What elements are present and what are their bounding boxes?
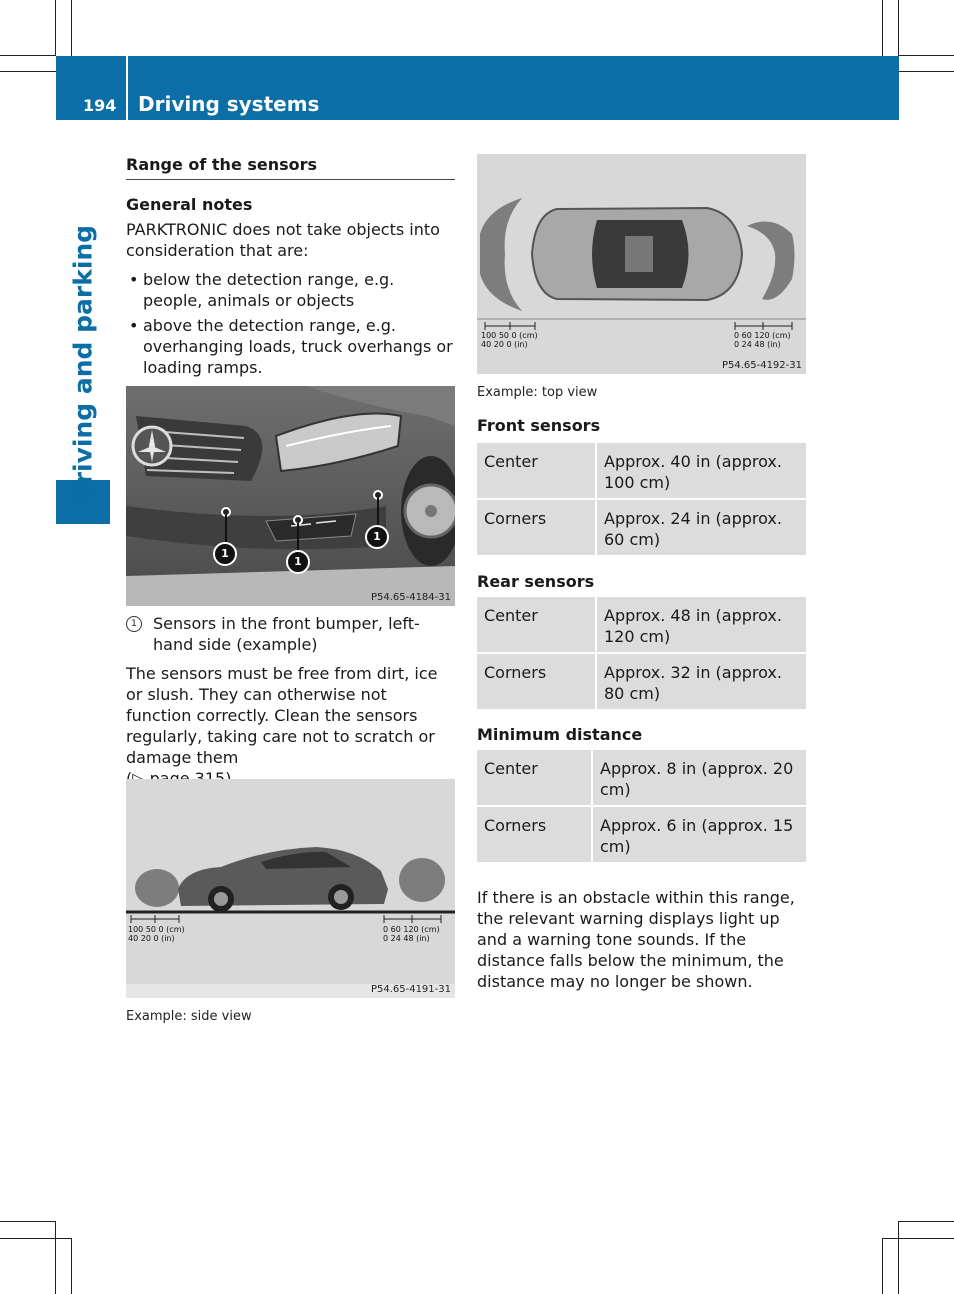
right-column: [477, 415, 806, 992]
scale-label-cm: 0 60 120 (cm): [734, 331, 791, 340]
crop-mark: [898, 71, 954, 72]
legend-text: Sensors in the front bumper, left-hand side (example): [153, 614, 420, 654]
figure-legend: [126, 613, 455, 655]
row-label: Corners: [477, 806, 592, 863]
crop-mark: [0, 1238, 71, 1239]
crop-mark: [898, 0, 899, 56]
crop-mark: [0, 1221, 56, 1222]
table-row: [477, 499, 806, 556]
legend-marker: 1: [126, 616, 142, 632]
scale-label-in: 40 20 0 (in): [481, 340, 528, 349]
chapter-side-label: Driving and parking: [68, 224, 98, 506]
rear-sensors-heading: Rear sensors: [477, 572, 595, 591]
table-row: [477, 653, 806, 710]
scale-label-cm: 100 50 0 (cm): [128, 925, 185, 934]
front-sensors-table: [477, 443, 806, 557]
crop-mark: [882, 0, 883, 56]
table-row: [477, 750, 806, 806]
row-value: Approx. 40 in (approx. 100 cm): [596, 443, 806, 499]
body-text: The sensors must be free from dirt, ice or slush. They can otherwise not function correctly. Clean the sensors regularly, taking care not to scratch or damage them: [126, 664, 438, 767]
top-view-figure: [477, 154, 806, 374]
scale-label-in: 0 24 48 (in): [383, 934, 430, 943]
front-bumper-figure: [126, 386, 455, 606]
section-heading: Range of the sensors: [126, 154, 455, 180]
crop-mark: [71, 0, 72, 56]
leader-line: [297, 523, 299, 551]
bullet-list: [126, 269, 455, 378]
section-title: Driving systems: [138, 92, 320, 116]
row-value: Approx. 24 in (approx. 60 cm): [596, 499, 806, 556]
crop-mark: [882, 1238, 883, 1294]
intro-text: PARKTRONIC does not take objects into consideration that are:: [126, 220, 440, 260]
callout-marker: 1: [213, 542, 237, 566]
minimum-distance-heading: Minimum distance: [477, 725, 643, 744]
table-row: [477, 443, 806, 499]
scale-label-in: 0 24 48 (in): [734, 340, 781, 349]
crop-mark: [898, 1221, 899, 1294]
row-value: Approx. 6 in (approx. 15 cm): [592, 806, 806, 863]
figure-caption: Example: top view: [477, 385, 598, 400]
figure-caption: Example: side view: [126, 1009, 252, 1024]
callout-marker: 1: [286, 550, 310, 574]
header-divider: [126, 56, 128, 120]
list-item: • above the detection range, e.g. overhanging loads, truck overhangs or loading ramps.: [126, 315, 455, 378]
row-value: Approx. 32 in (approx. 80 cm): [596, 653, 806, 710]
scale-label-cm: 100 50 0 (cm): [481, 331, 538, 340]
row-label: Center: [477, 750, 592, 806]
crop-mark: [898, 55, 954, 56]
leader-line: [377, 498, 379, 526]
callout-marker: 1: [365, 525, 389, 549]
row-value: Approx. 8 in (approx. 20 cm): [592, 750, 806, 806]
scale-label-cm: 0 60 120 (cm): [383, 925, 440, 934]
row-label: Corners: [477, 499, 596, 556]
crop-mark: [0, 55, 56, 56]
list-item: • below the detection range, e.g. people, animals or objects: [126, 269, 455, 311]
crop-mark: [898, 1221, 954, 1222]
figure-code: P54.65-4192-31: [721, 360, 802, 371]
car-side-illustration: [126, 779, 455, 998]
page-number: 194: [83, 96, 117, 115]
row-label: Center: [477, 597, 596, 653]
row-label: Center: [477, 443, 596, 499]
table-row: [477, 806, 806, 863]
car-front-illustration: [126, 386, 455, 606]
minimum-distance-table: [477, 750, 806, 864]
row-label: Corners: [477, 653, 596, 710]
front-sensors-heading: Front sensors: [477, 416, 601, 435]
closing-text: If there is an obstacle within this range, the relevant warning displays light up and a warning tone sounds. If the distance falls below the minimum, the distance may no longer be shown.: [477, 888, 795, 991]
crop-mark: [0, 71, 56, 72]
subheading: General notes: [126, 195, 253, 214]
crop-mark: [71, 1238, 72, 1294]
figure-code: P54.65-4191-31: [370, 984, 451, 995]
crop-mark: [55, 1221, 56, 1294]
crop-mark: [882, 1238, 954, 1239]
table-row: [477, 597, 806, 653]
leader-line: [225, 515, 227, 543]
scale-label-in: 40 20 0 (in): [128, 934, 175, 943]
left-column: [126, 154, 455, 378]
left-column-lower: [126, 613, 455, 789]
row-value: Approx. 48 in (approx. 120 cm): [596, 597, 806, 653]
crop-mark: [55, 0, 56, 56]
rear-sensors-table: [477, 597, 806, 711]
side-view-figure: [126, 779, 455, 998]
figure-code: P54.65-4184-31: [370, 592, 451, 603]
